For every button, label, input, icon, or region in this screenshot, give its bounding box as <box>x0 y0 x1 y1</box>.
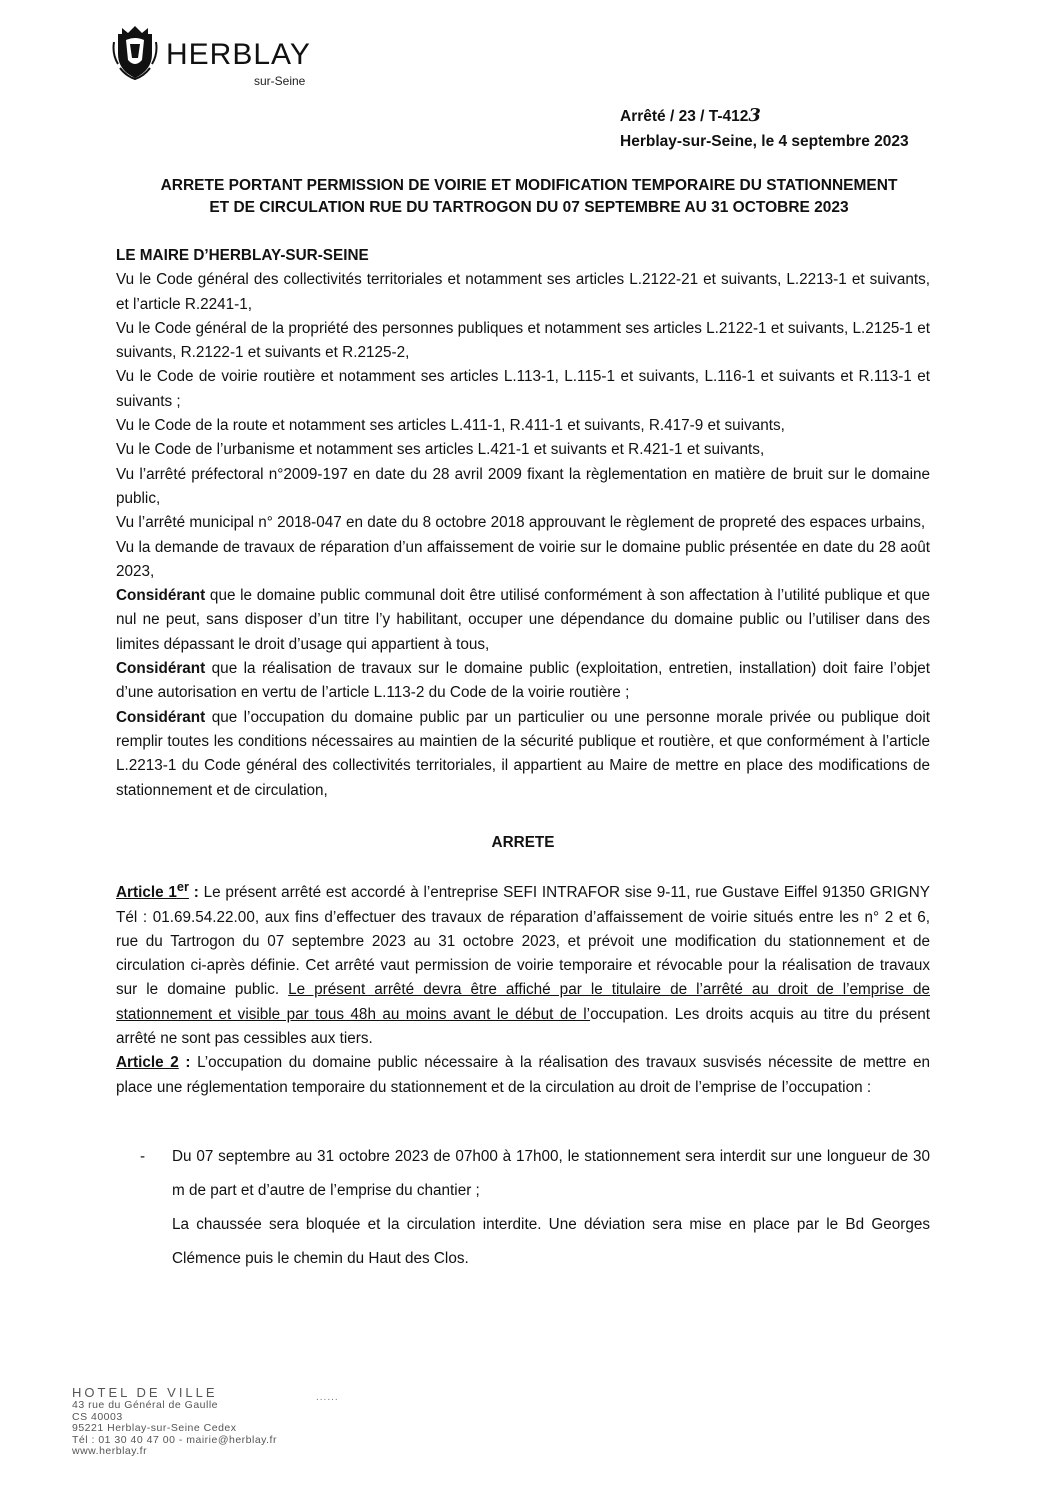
vu-paragraph: Vu l’arrêté préfectoral n°2009-197 en date du 28 avril 2009 fixant la règlementation en matière de bruit sur le domaine public, <box>116 465 930 507</box>
vu-paragraph: Vu le Code général des collectivités territoriales et notamment ses articles L.2122-21 et suivants, L.2213-1 et suivants, et l’article R.2241-1, <box>116 271 930 313</box>
footer-dots: ...... <box>316 1392 339 1403</box>
article-1-label: Article 1er <box>116 879 189 902</box>
footer-line: 95221 Herblay-sur-Seine Cedex <box>72 1422 237 1434</box>
title-line-2: ET DE CIRCULATION RUE DU TARTROGON DU 07 SEPTEMBRE AU 31 OCTOBRE 2023 <box>209 199 849 216</box>
mayor-heading: LE MAIRE D’HERBLAY-SUR-SEINE <box>116 247 369 264</box>
article-2: Article 2 : L’occupation du domaine public nécessaire à la réalisation des travaux susvisés nécessite de mettre en place une réglementation temporaire du stationnement et de la circulation au droit de l’emprise de l’occupation : <box>116 1054 930 1096</box>
vu-paragraph: Vu l’arrêté municipal n° 2018-047 en date du 8 octobre 2018 approuvant le règlement de propreté des espaces urbains, <box>116 514 926 532</box>
vu-paragraph: Vu le Code de la route et notamment ses articles L.411-1, R.411-1 et suivants, R.417-9 et suivants, <box>116 417 785 435</box>
footer-line: Tél : 01 30 40 47 00 - mairie@herblay.fr <box>72 1433 277 1446</box>
place-date: Herblay-sur-Seine, le 4 septembre 2023 <box>620 133 909 150</box>
vu-paragraph: Vu le Code général de la propriété des personnes publiques et notamment ses articles L.2122-1 et suivants, L.2125-1 et suivants, R.2122-1 et suivants et R.2125-2, <box>116 319 930 362</box>
decree-number: Arrêté / 23 / T-4123 <box>620 105 761 126</box>
handwritten-digit: 3 <box>748 105 761 126</box>
list-item: La chaussée sera bloquée et la circulation interdite. Une déviation sera mise en place par le Bd Georges Clémence puis le chemin du Haut des Clos. <box>172 1215 930 1267</box>
municipal-logo <box>112 24 332 88</box>
arrete-heading: ARRETE <box>491 833 555 851</box>
considerant-paragraph: Considérant que le domaine public communal doit être utilisé conformément à son affectation à l’utilité publique et que nul ne peut, sans disposer d’un titre l’y habilitant, occuper une dépendance du domaine public ou l’utiliser dans des limites dépassant le droit d’usage qui appartient à tous, <box>116 587 930 653</box>
vu-paragraph: Vu le Code de voirie routière et notamment ses articles L.113-1, L.115-1 et suivants, L.116-1 et suivants et R.113-1 et suivants ; <box>116 368 930 410</box>
title-line-1: ARRETE PORTANT PERMISSION DE VOIRIE ET MODIFICATION TEMPORAIRE DU STATIONNEMENT <box>160 177 898 194</box>
measures-list <box>116 1140 930 1276</box>
reference-block <box>620 103 940 154</box>
considerant-paragraph: Considérant que la réalisation de travaux sur le domaine public (exploitation, entretien, installation) doit faire l’objet d’une autorisation en vertu de l’article L.113-2 du Code de la voirie routière ; <box>116 660 930 702</box>
footer-address <box>72 1386 432 1458</box>
document-body <box>116 244 930 1276</box>
posting-requirement: Le présent arrêté devra être affiché par le titulaire de l’arrêté au droit de l’emprise de stationnement et visible par tous 48h au moins avant le début de l’ <box>116 981 930 1023</box>
vu-paragraph: Vu le Code de l’urbanisme et notamment ses articles L.421-1 et suivants et R.421-1 et suivants, <box>116 441 765 459</box>
footer-line: 43 rue du Général de Gaulle <box>72 1399 219 1411</box>
vu-paragraph: Vu la demande de travaux de réparation d’un affaissement de voirie sur le domaine public présentée en date du 28 août 2023, <box>116 538 930 580</box>
considerant-paragraph: Considérant que l’occupation du domaine public par un particulier ou une personne morale privée ou publique doit remplir toutes les conditions nécessaires au maintien de la sécurité publique et routière, et que conformément à l’article L.2213-1 du Code général des collectivités territoriales, il appartient au Maire de mettre en place des modifications de stationnement et de circulation, <box>116 708 930 799</box>
article-1: Article 1er : Le présent arrêté est accordé à l’entreprise SEFI INTRAFOR sise 9-11, rue Gustave Eiffel 91350 GRIGNY Tél : 01.69.54.22.00, aux fins d’effectuer des travaux de réparation d’affaissement de voirie situés entre les n° 2 et 6, rue du Tartrogon du 07 septembre 2023 au 31 octobre 2023, et prévoit une modification du stationnement et de circulation ci-après définie. Cet arrêté vaut permission de voirie temporaire et révocable pour la réalisation de travaux sur le domaine public. Le présent arrêté devra être affiché par le titulaire de l’arrêté au droit de l’emprise de stationnement et visible par tous 48h au moins avant le début de l’occupation. Les droits acquis au titre du présent arrêté ne sont pas cessibles aux tiers. <box>116 879 931 1047</box>
article-2-label: Article 2 <box>116 1054 179 1072</box>
logo-subtitle: sur-Seine <box>254 74 306 88</box>
logo-name: HERBLAY <box>166 38 311 71</box>
coat-of-arms-icon <box>112 24 158 80</box>
footer-title: HOTEL DE VILLE <box>72 1385 218 1400</box>
footer-website: www.herblay.fr <box>72 1445 148 1457</box>
document-title <box>100 175 958 219</box>
footer-line: CS 40003 <box>72 1410 123 1423</box>
list-item: - Du 07 septembre au 31 octobre 2023 de 07h00 à 17h00, le stationnement sera interdit sur une longueur de 30 m de part et d’autre de l’emprise du chantier ; <box>140 1147 930 1199</box>
